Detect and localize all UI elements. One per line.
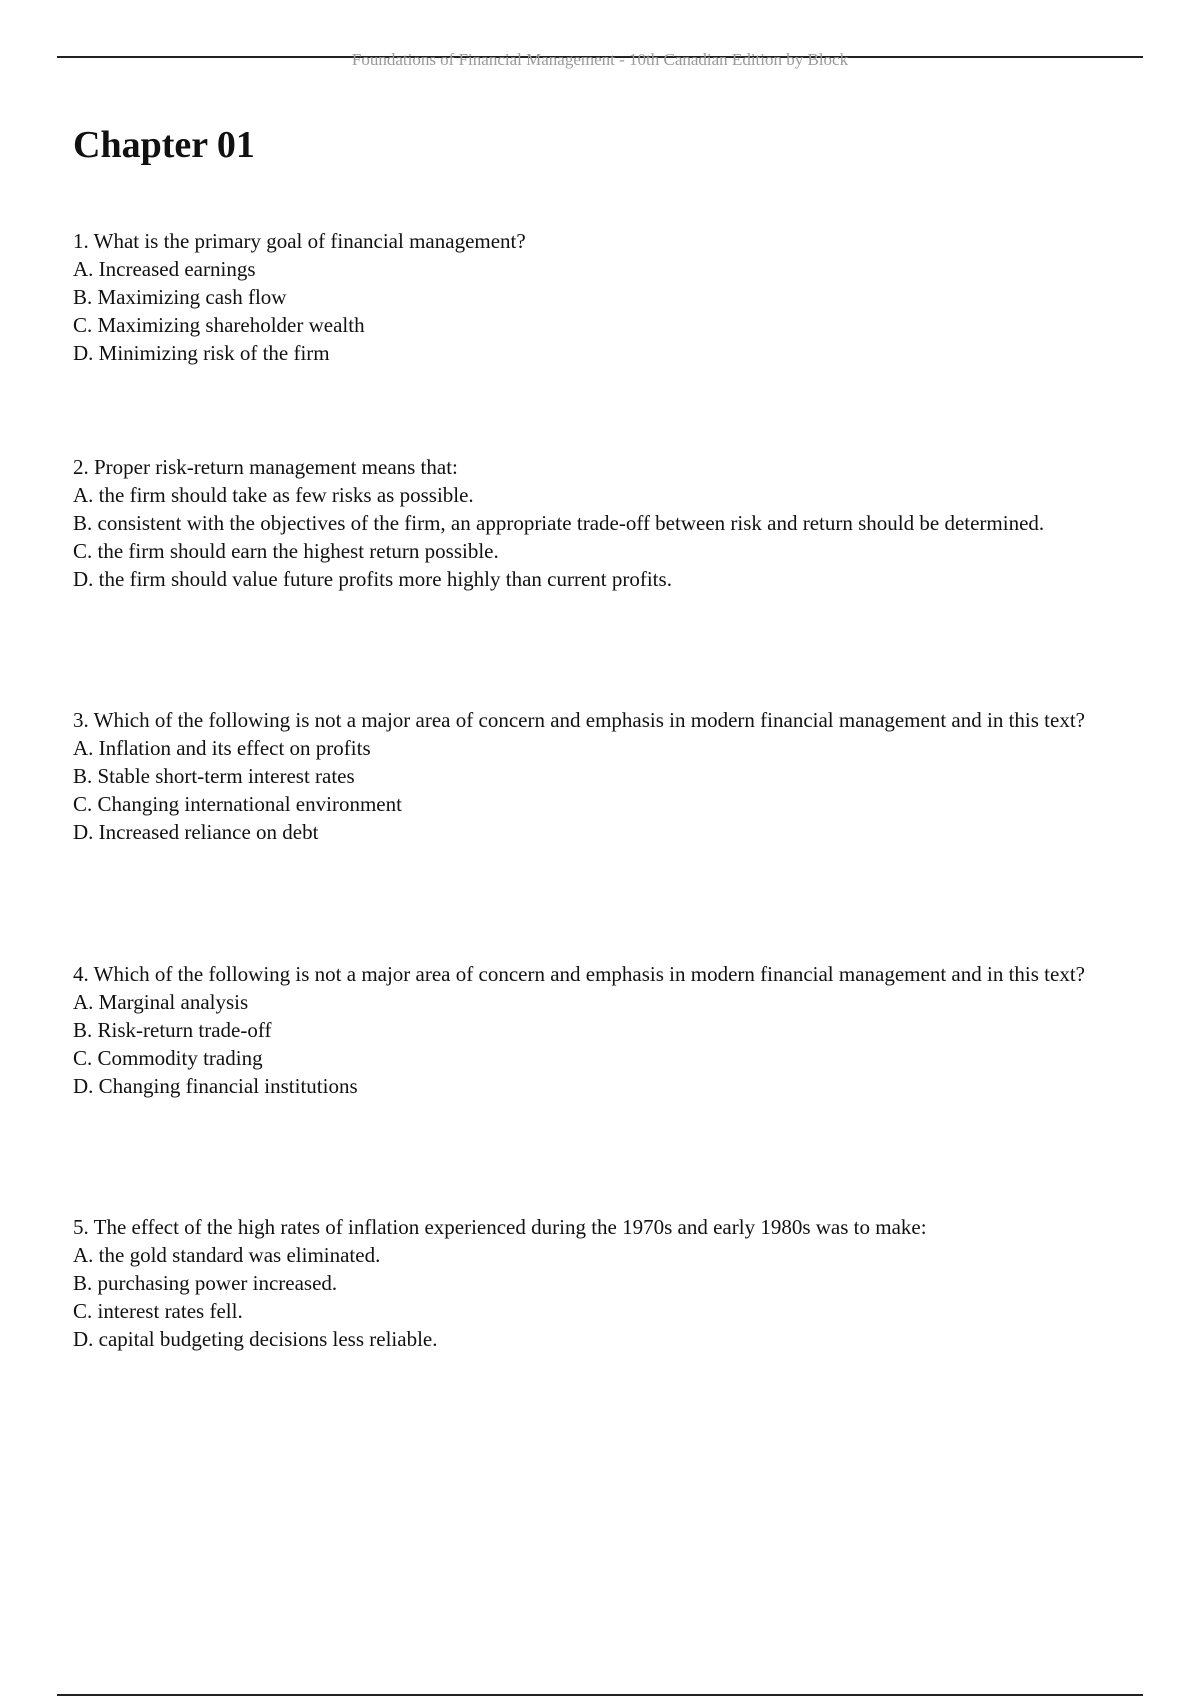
answer-option-b: B. Stable short-term interest rates xyxy=(73,764,355,788)
question-2 xyxy=(73,453,1148,593)
question-3 xyxy=(73,706,1148,846)
question-4 xyxy=(73,960,1148,1100)
answer-option-a: A. Inflation and its effect on profits xyxy=(73,736,371,760)
answer-option-b: B. Risk-return trade-off xyxy=(73,1018,272,1042)
footer-rule xyxy=(57,1694,1143,1696)
answer-option-d: D. the firm should value future profits more highly than current profits. xyxy=(73,567,672,591)
question-1 xyxy=(73,227,1148,367)
answer-option-c: C. interest rates fell. xyxy=(73,1299,243,1323)
answer-option-c: C. Maximizing shareholder wealth xyxy=(73,313,365,337)
question-stem: 5. The effect of the high rates of inflation experienced during the 1970s and early 1980s was to make: xyxy=(73,1215,927,1239)
answer-option-a: A. the gold standard was eliminated. xyxy=(73,1243,381,1267)
answer-option-d: D. Increased reliance on debt xyxy=(73,820,319,844)
answer-option-a: A. Marginal analysis xyxy=(73,990,249,1014)
running-header: Foundations of Financial Management - 10th Canadian Edition by Block xyxy=(351,50,849,69)
answer-option-a: A. Increased earnings xyxy=(73,257,256,281)
chapter-title: Chapter 01 xyxy=(73,124,255,166)
answer-option-d: D. Minimizing risk of the firm xyxy=(73,341,330,365)
answer-option-c: C. Changing international environment xyxy=(73,792,402,816)
question-stem: 1. What is the primary goal of financial management? xyxy=(73,229,526,253)
answer-option-a: A. the firm should take as few risks as possible. xyxy=(73,483,474,507)
answer-option-d: D. capital budgeting decisions less reliable. xyxy=(73,1327,438,1351)
answer-option-b: B. purchasing power increased. xyxy=(73,1271,338,1295)
answer-option-c: C. the firm should earn the highest return possible. xyxy=(73,539,499,563)
question-5 xyxy=(73,1213,1148,1353)
question-stem: 2. Proper risk-return management means that: xyxy=(73,455,458,479)
answer-option-b: B. consistent with the objectives of the firm, an appropriate trade-off between risk and return should be determined. xyxy=(73,511,1045,535)
answer-option-b: B. Maximizing cash flow xyxy=(73,285,287,309)
answer-option-d: D. Changing financial institutions xyxy=(73,1074,358,1098)
question-stem: 3. Which of the following is not a major area of concern and emphasis in modern financial management and in this text? xyxy=(73,708,1085,732)
question-stem: 4. Which of the following is not a major area of concern and emphasis in modern financial management and in this text? xyxy=(73,962,1085,986)
answer-option-c: C. Commodity trading xyxy=(73,1046,263,1070)
